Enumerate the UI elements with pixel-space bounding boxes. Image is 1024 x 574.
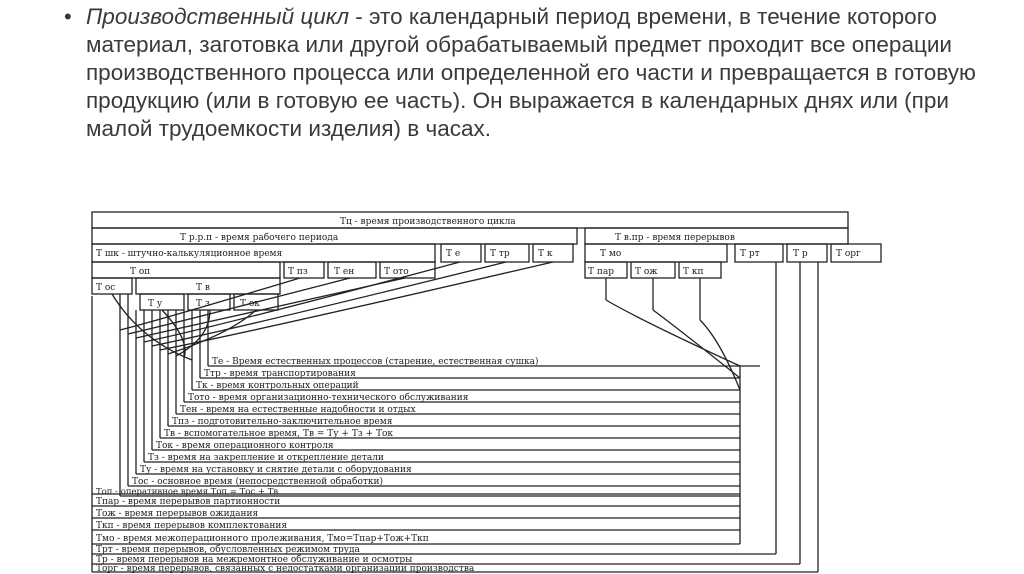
- label-tpz: Т пз: [288, 267, 308, 277]
- label-tk: Т к: [538, 249, 553, 259]
- defined-term: Производственный цикл: [86, 4, 350, 29]
- label-tozh: Т ож: [635, 267, 658, 277]
- label-piece-calc: Т шк - штучно-калькуляционное время: [96, 249, 283, 259]
- legend-trt: Трт - время перерывов, обусловленных режимом труда: [96, 545, 360, 555]
- legend-tu: Ту - время на установку и снятие детали с оборудования: [140, 465, 412, 475]
- label-tmo: Т мо: [600, 249, 622, 259]
- legend-tok: Ток - время операционного контроля: [156, 441, 334, 451]
- label-cycle-time: Тц - время производственного цикла: [340, 217, 516, 227]
- legend-tos: Тос - основное время (непосредственной обработки): [132, 477, 383, 487]
- legend-tpz: Тпз - подготовительно-заключительное время: [172, 417, 393, 427]
- label-ttr: Т тр: [490, 249, 510, 259]
- label-tv: Т в: [196, 283, 210, 293]
- legend-tr: Тр - время перерывов на межремонтное обслуживание и осмотры: [96, 555, 413, 565]
- label-working-period: Т р.р.п - время рабочего периода: [180, 233, 339, 243]
- label-toto: Т ото: [384, 267, 409, 277]
- legend-tmo: Тмо - время межоперационного пролеживания, Тмо=Тпар+Тож+Ткп: [96, 534, 429, 544]
- bullet-marker: •: [64, 4, 72, 29]
- label-torg: Т орг: [836, 249, 861, 259]
- legend-tozh: Тож - время перерывов ожидания: [96, 509, 259, 519]
- legend-ten: Тен - время на естественные надобности и отдых: [180, 405, 416, 415]
- label-tpar: Т пар: [588, 267, 614, 277]
- label-tu: Т у: [148, 299, 163, 309]
- legend-tv: Тв - вспомогательное время, Тв = Ту + Тз + Ток: [164, 429, 394, 439]
- label-tz: Т з: [196, 299, 210, 309]
- legend-tkp: Ткп - время перерывов комплектования: [96, 521, 288, 531]
- label-ten: Т ен: [334, 267, 355, 277]
- legend-te: Те - Время естественных процессов (старение, естественная сушка): [212, 357, 539, 367]
- legend-torg: Торг - время перерывов, связанных с недостатками организации производства: [96, 564, 475, 574]
- legend-toto: Тото - время организационно-технического обслуживания: [188, 393, 469, 403]
- legend-tk: Тк - время контрольных операций: [196, 381, 359, 391]
- label-tkp: Т кп: [683, 267, 704, 277]
- label-trt: Т рт: [740, 249, 760, 259]
- legend-ttr: Ттр - время транспортирования: [204, 369, 356, 379]
- label-te: Т е: [446, 249, 461, 259]
- label-tos: Т ос: [96, 283, 116, 293]
- legend-tz: Тз - время на закрепление и открепление детали: [148, 453, 384, 463]
- label-tok: Т ок: [240, 299, 260, 309]
- legend-top: Топ - оперативное время Топ = Тос + Тв: [96, 487, 279, 497]
- legend-tpar: Тпар - время перерывов партионности: [96, 497, 281, 507]
- label-breaks-time: Т в.пр - время перерывов: [615, 233, 735, 243]
- definition-text: - это календарный период времени, в течение которого материал, заготовка или другой обрабатываемый предмет проходит все операции производственного процесса или определенной его части и превращается в готовую продукцию (или в готовую ее часть). Он выражается в календарных днях или (при малой трудоемкости изделия) в часах.: [86, 4, 976, 141]
- label-tr: Т р: [793, 249, 808, 259]
- box-top: [92, 262, 280, 278]
- label-top: Т оп: [130, 267, 151, 277]
